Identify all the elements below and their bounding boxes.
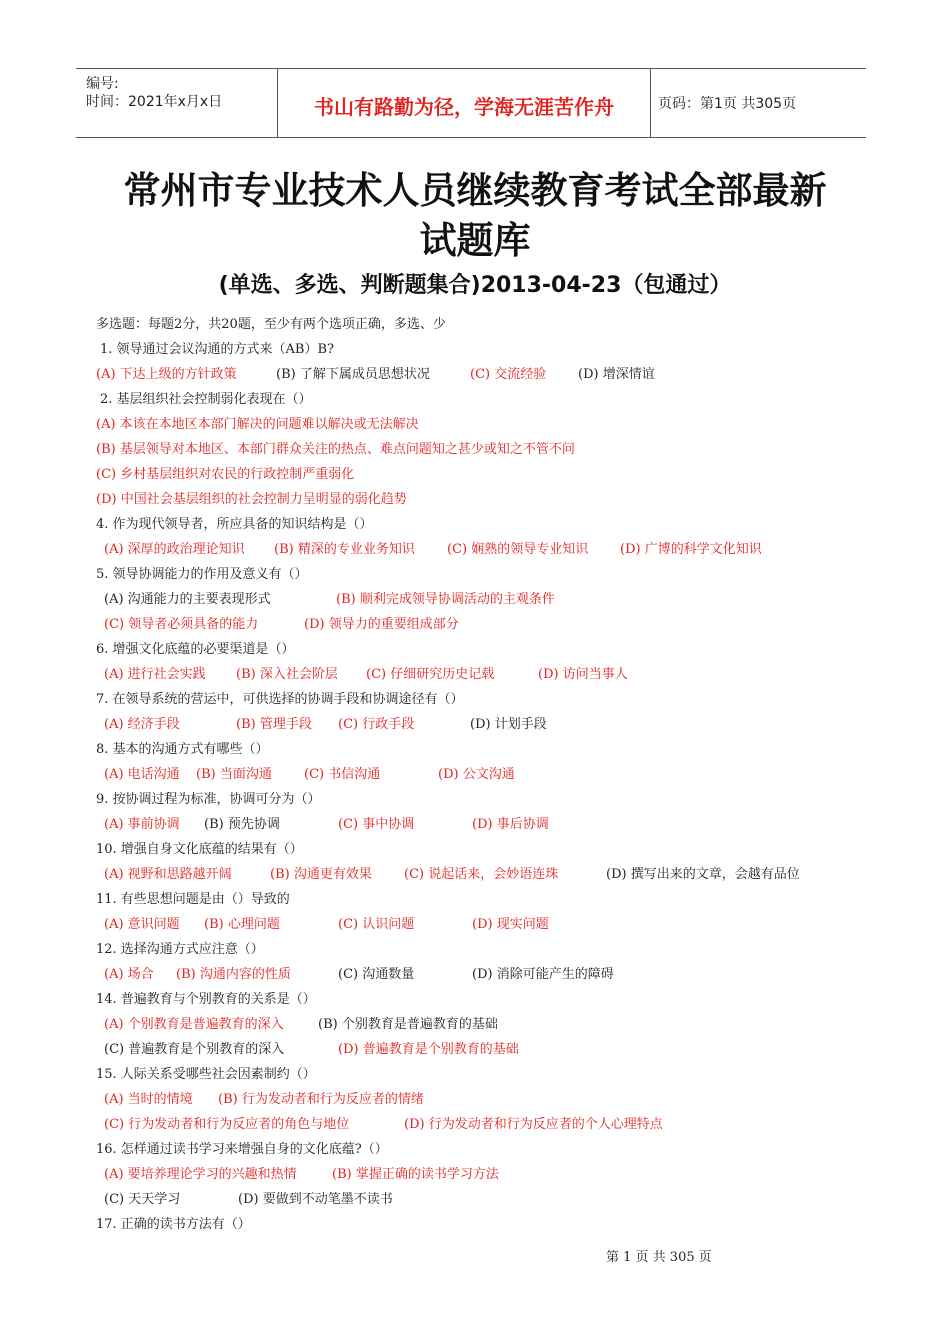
option-a: (A) 经济手段 [104, 717, 180, 732]
question-options [104, 1188, 894, 1206]
option-d: (D) 消除可能产生的障碍 [472, 967, 614, 982]
option-c: (C) 行为发动者和行为反应者的角色与地位 [104, 1117, 350, 1132]
header-page-number: 页码：第1页 共305页 [658, 96, 797, 112]
option-c: (C) 事中协调 [338, 817, 415, 832]
option-a: (A) 个别教育是普遍教育的深入 [104, 1017, 284, 1032]
option-a: (A) 场合 [104, 967, 154, 982]
option-b: (B) 当面沟通 [196, 767, 272, 782]
option-b: (B) 预先协调 [204, 817, 280, 832]
option-a: (A) 意识问题 [104, 917, 180, 932]
option-b: (B) 心理问题 [204, 917, 280, 932]
option-d: (D) 广博的科学文化知识 [620, 542, 762, 557]
option-b: (B) 掌握正确的读书学习方法 [332, 1167, 499, 1182]
option-d: (D) 撰写出来的文章，会越有品位 [606, 867, 800, 882]
question-options [104, 763, 894, 781]
header-meta-cell [76, 69, 276, 137]
question-text: 12. 选择沟通方式应注意（） [96, 942, 264, 957]
document-id-label: 编号: [86, 76, 119, 92]
document-header [76, 68, 866, 138]
option-a: (A) 下达上级的方针政策 [96, 367, 237, 382]
document-time-label: 时间：2021年x月x日 [86, 94, 223, 110]
option-b: (B) 行为发动者和行为反应者的情绪 [218, 1092, 424, 1107]
question-options [104, 1113, 894, 1131]
question-options [104, 1013, 894, 1031]
option-d: (D) 访问当事人 [538, 667, 628, 682]
question-text: 15. 人际关系受哪些社会因素制约（） [96, 1067, 316, 1082]
option-b: (B) 深入社会阶层 [236, 667, 338, 682]
option-a: (A) 当时的情境 [104, 1092, 193, 1107]
question-text: 9. 按协调过程为标准，协调可分为（） [96, 792, 321, 807]
option-d: (D) 领导力的重要组成部分 [304, 617, 459, 632]
document-title-line-2: 试题库 [419, 219, 531, 262]
option-a: (A) 深厚的政治理论知识 [104, 542, 245, 557]
section-intro: 多选题：每题2分，共20题，至少有两个选项正确，多选、少 [96, 317, 446, 332]
question-options [104, 538, 894, 556]
option-d: (D) 中国社会基层组织的社会控制力呈明显的弱化趋势 [96, 492, 407, 507]
question-options [104, 588, 894, 606]
option-c: (C) 交流经验 [470, 367, 547, 382]
question-text: 11. 有些思想问题是由（）导致的 [96, 892, 290, 907]
question-text: 1. 领导通过会议沟通的方式来（AB）B? [100, 342, 335, 357]
option-a: (A) 电话沟通 [104, 767, 180, 782]
option-c: (C) 乡村基层组织对农民的行政控制严重弱化 [96, 467, 355, 482]
question-options [104, 1088, 894, 1106]
option-a: (A) 事前协调 [104, 817, 180, 832]
question-options [104, 863, 894, 881]
question-options [104, 613, 894, 631]
option-c: (C) 认识问题 [338, 917, 415, 932]
option-b: (B) 了解下属成员思想状况 [276, 367, 430, 382]
option-c: (C) 书信沟通 [304, 767, 381, 782]
question-text: 7. 在领导系统的营运中，可供选择的协调手段和协调途径有（） [96, 692, 464, 707]
option-d: (D) 要做到不动笔墨不读书 [238, 1192, 393, 1207]
question-options [104, 663, 894, 681]
option-b: (B) 个别教育是普遍教育的基础 [318, 1017, 498, 1032]
option-c: (C) 仔细研究历史记载 [366, 667, 495, 682]
question-text: 16. 怎样通过读书学习来增强自身的文化底蕴?（） [96, 1142, 388, 1157]
option-a: (A) 沟通能力的主要表现形式 [104, 592, 271, 607]
option-b: (B) 顺利完成领导协调活动的主观条件 [336, 592, 555, 607]
question-options [104, 913, 894, 931]
question-text: 14. 普遍教育与个别教育的关系是（） [96, 992, 316, 1007]
option-d: (D) 普遍教育是个别教育的基础 [338, 1042, 519, 1057]
question-options [104, 713, 894, 731]
option-b: (B) 基层领导对本地区、本部门群众关注的热点、难点问题知之甚少或知之不管不问 [96, 442, 575, 457]
header-motto-cell [277, 69, 651, 137]
option-a: (A) 本该在本地区本部门解决的问题难以解决或无法解决 [96, 417, 419, 432]
option-d: (D) 现实问题 [472, 917, 549, 932]
question-text: 10. 增强自身文化底蕴的结果有（） [96, 842, 303, 857]
document-subtitle: (单选、多选、判断题集合)2013-04-23（包通过） [218, 273, 732, 298]
option-b: (B) 沟通内容的性质 [176, 967, 291, 982]
option-d: (D) 行为发动者和行为反应者的个人心理特点 [404, 1117, 663, 1132]
question-options [104, 963, 894, 981]
option-b: (B) 精深的专业业务知识 [274, 542, 415, 557]
option-b: (B) 沟通更有效果 [270, 867, 372, 882]
option-a: (A) 要培养理论学习的兴趣和热情 [104, 1167, 297, 1182]
option-d: (D) 增深情谊 [578, 367, 655, 382]
page-footer: 第 1 页 共 305 页 [606, 1250, 712, 1265]
option-c: (C) 领导者必须具备的能力 [104, 617, 259, 632]
header-motto: 书山有路勤为径，学海无涯苦作舟 [314, 95, 614, 119]
question-text: 2. 基层组织社会控制弱化表现在（） [100, 392, 312, 407]
option-b: (B) 管理手段 [236, 717, 312, 732]
question-text: 17. 正确的读书方法有（） [96, 1217, 251, 1232]
question-options [104, 813, 894, 831]
option-d: (D) 事后协调 [472, 817, 549, 832]
option-c: (C) 说起话来，会妙语连珠 [404, 867, 559, 882]
question-options [96, 363, 896, 381]
question-options [104, 1038, 894, 1056]
option-c: (C) 天天学习 [104, 1192, 181, 1207]
option-a: (A) 进行社会实践 [104, 667, 206, 682]
question-text: 6. 增强文化底蕴的必要渠道是（） [96, 642, 295, 657]
option-c: (C) 行政手段 [338, 717, 415, 732]
question-text: 5. 领导协调能力的作用及意义有（） [96, 567, 308, 582]
document-title-line-1: 常州市专业技术人员继续教育考试全部最新 [123, 169, 827, 212]
option-c: (C) 沟通数量 [338, 967, 415, 982]
option-d: (D) 公文沟通 [438, 767, 515, 782]
option-c: (C) 娴熟的领导专业知识 [447, 542, 589, 557]
option-c: (C) 普遍教育是个别教育的深入 [104, 1042, 285, 1057]
option-a: (A) 视野和思路越开阔 [104, 867, 232, 882]
question-options [104, 1163, 894, 1181]
question-text: 8. 基本的沟通方式有哪些（） [96, 742, 269, 757]
header-page-cell [650, 69, 866, 137]
question-text: 4. 作为现代领导者，所应具备的知识结构是（） [96, 517, 373, 532]
option-d: (D) 计划手段 [470, 717, 547, 732]
